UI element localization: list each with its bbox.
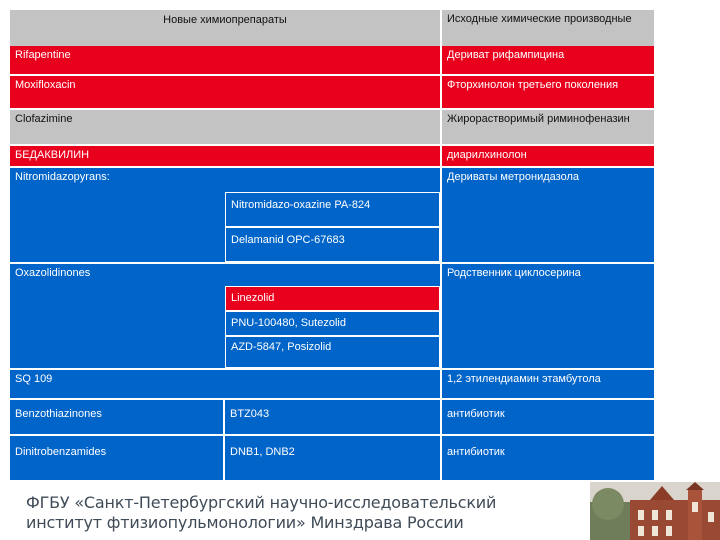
header-new-drugs: Новые химиопрепараты (10, 10, 440, 46)
row-nitroimidazopyrans-name: Nitromidazopyrans: (10, 168, 440, 262)
building-photo (590, 482, 720, 540)
footer-line-2: институт фтизиопульмонологии» Минздрава России (26, 513, 464, 532)
row-benzothiazinones-compound: BTZ043 (225, 400, 440, 434)
row-oxazolidinones-name: Oxazolidinones (10, 264, 440, 368)
row-oxazolidinones-sub2: PNU-100480, Sutezolid (225, 311, 440, 336)
row-oxazolidinones-sub1: Linezolid (225, 286, 440, 311)
footer-line-1: ФГБУ «Санкт-Петербургский научно-исследовательский (26, 493, 497, 512)
row-benzothiazinones-name: Benzothiazinones (10, 400, 223, 434)
row-nitroimidazopyrans-sub1: Nitromidazo-oxazine PA-824 (225, 192, 440, 227)
row-oxazolidinones-origin: Родственник циклосерина (442, 264, 654, 368)
row-sq109-origin: 1,2 этилендиамин этамбутола (442, 370, 654, 398)
row-moxifloxacin-name: Moxifloxacin (10, 76, 440, 108)
row-clofazimine-name: Clofazimine (10, 110, 440, 144)
row-nitroimidazopyrans-sub2: Delamanid OPC-67683 (225, 227, 440, 262)
institute-footer (0, 482, 720, 540)
row-dinitrobenzamides-compound: DNB1, DNB2 (225, 436, 440, 480)
row-oxazolidinones-sub3: AZD-5847, Posizolid (225, 336, 440, 368)
header-origin: Исходные химические производные (442, 10, 654, 46)
row-sq109-name: SQ 109 (10, 370, 440, 398)
row-clofazimine-origin: Жирорастворимый риминофеназин (442, 110, 654, 144)
row-moxifloxacin-origin: Фторхинолон третьего поколения (442, 76, 654, 108)
row-bedaquiline-name: БЕДАКВИЛИН (10, 146, 440, 166)
row-rifapentine-origin: Дериват рифампицина (442, 46, 654, 74)
row-dinitrobenzamides-origin: антибиотик (442, 436, 654, 480)
row-bedaquiline-origin: диарилхинолон (442, 146, 654, 166)
row-dinitrobenzamides-name: Dinitrobenzamides (10, 436, 223, 480)
row-nitroimidazopyrans-origin: Дериваты метронидазола (442, 168, 654, 262)
row-rifapentine-name: Rifapentine (10, 46, 440, 74)
row-benzothiazinones-origin: антибиотик (442, 400, 654, 434)
